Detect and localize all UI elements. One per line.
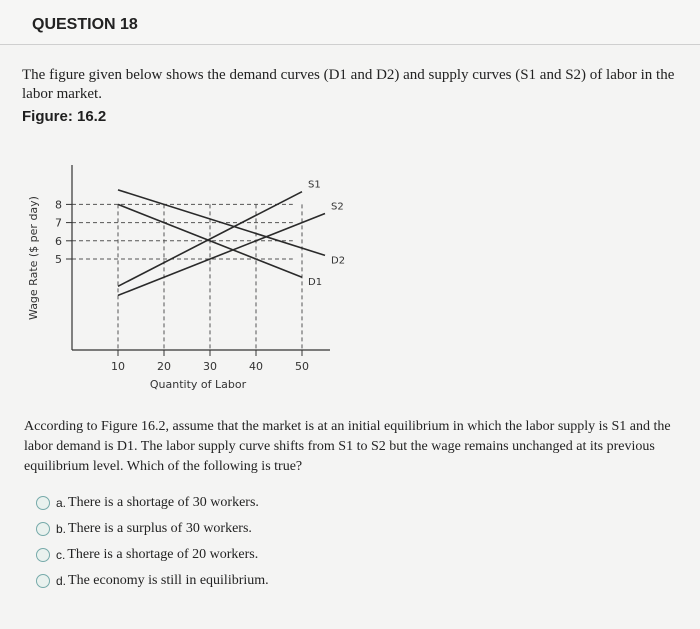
y-tick-label: 8	[55, 198, 62, 212]
curve-label-d1: D1	[308, 277, 323, 289]
x-tick-label: 30	[203, 360, 217, 373]
x-tick-label: 20	[157, 360, 171, 373]
chart-axes	[72, 165, 330, 350]
radio-button-b[interactable]	[36, 522, 50, 536]
tick-labels	[55, 198, 309, 373]
curve-s2	[118, 214, 325, 296]
curves	[118, 180, 345, 296]
radio-button-a[interactable]	[36, 496, 50, 510]
radio-button-d[interactable]	[36, 574, 50, 588]
option-b[interactable]	[36, 516, 269, 542]
option-d[interactable]	[36, 568, 269, 594]
option-c-letter: c.	[56, 548, 66, 562]
y-tick-label: 7	[55, 216, 62, 230]
x-tick-label: 50	[295, 360, 309, 373]
question-header	[0, 0, 700, 45]
option-b-text: There is a surplus of 30 workers.	[68, 521, 252, 536]
radio-button-c[interactable]	[36, 548, 50, 562]
y-tick-label: 5	[55, 253, 62, 266]
option-a[interactable]	[36, 490, 269, 516]
curve-label-s2: S2	[331, 201, 344, 213]
option-d-text: The economy is still in equilibrium.	[68, 573, 269, 588]
curve-label-d2: D2	[331, 255, 346, 267]
x-tick-label: 10	[111, 360, 125, 373]
option-c[interactable]	[36, 542, 269, 568]
question-prompt: According to Figure 16.2, assume that the market is at an initial equilibrium in which the labor supply is S1 and the labor demand is D1. The labor supply curve shifts from S1 to S2 but the wage remains unchanged at its previous equilibrium level. Which of the following is true?	[24, 419, 671, 474]
option-c-text: There is a shortage of 20 workers.	[67, 547, 259, 562]
answer-options	[36, 490, 269, 594]
x-axis-label: Quantity of Labor	[149, 378, 247, 391]
option-d-letter: d.	[56, 574, 67, 588]
option-b-letter: b.	[56, 522, 67, 536]
question-intro: The figure given below shows the demand curves (D1 and D2) and supply curves (S1 and S2) of labor in the labor market.	[22, 67, 675, 102]
figure-label: Figure: 16.2	[22, 108, 107, 125]
question-title: QUESTION 18	[32, 16, 138, 33]
y-axis-label: Wage Rate ($ per day)	[27, 196, 40, 320]
labor-market-chart	[0, 130, 700, 400]
x-tick-label: 40	[249, 360, 263, 373]
guide-lines	[72, 204, 302, 350]
y-tick-label: 6	[55, 234, 62, 248]
curve-label-s1: S1	[308, 179, 321, 191]
option-a-letter: a.	[56, 496, 67, 510]
option-a-text: There is a shortage of 30 workers.	[68, 495, 259, 510]
